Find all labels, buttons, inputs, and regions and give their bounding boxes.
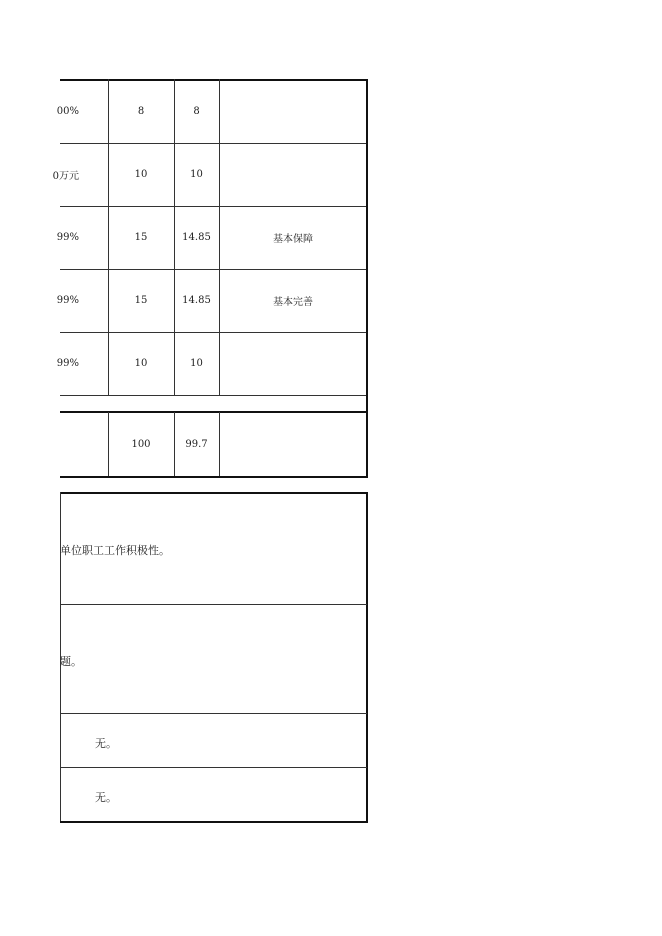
weight-value: 10 <box>134 358 148 369</box>
table-row <box>0 269 368 332</box>
weight-value: 15 <box>134 232 148 243</box>
notes-divider <box>60 767 367 768</box>
indicator-value: 99% <box>56 295 79 306</box>
remark-value <box>219 79 367 143</box>
col-divider <box>174 412 175 476</box>
weight-value: 8 <box>137 105 145 117</box>
score-value: 14.85 <box>182 232 211 243</box>
notes-section <box>60 492 367 823</box>
total-row <box>0 412 368 476</box>
score-value: 14.85 <box>182 295 211 306</box>
indicator-value: 99% <box>56 232 79 243</box>
row-divider <box>60 395 368 396</box>
total-score: 99.7 <box>185 438 208 450</box>
notes-bottom-border <box>60 821 368 823</box>
col-divider <box>219 412 220 476</box>
table-row <box>0 332 368 395</box>
table-row <box>0 143 368 206</box>
col-divider <box>108 412 109 476</box>
total-label <box>0 412 108 476</box>
score-value: 8 <box>193 105 200 117</box>
score-value: 10 <box>190 358 203 369</box>
table-right-border <box>366 79 368 478</box>
problem-text: 题。 <box>60 655 82 668</box>
notes-top-border <box>60 492 368 494</box>
note-item-text: 无。 <box>95 737 117 750</box>
notes-divider <box>60 713 367 714</box>
notes-right-border <box>366 492 368 823</box>
col-divider <box>108 79 109 395</box>
note-item-text: 无。 <box>95 791 117 804</box>
score-table <box>0 79 368 479</box>
score-value: 10 <box>190 169 203 180</box>
remark-value: 基本完善 <box>273 297 313 308</box>
effect-text: 单位职工工作积极性。 <box>60 544 170 557</box>
weight-value: 15 <box>134 295 148 306</box>
remark-value <box>219 143 367 206</box>
indicator-value: 00% <box>56 105 79 117</box>
table-row <box>0 206 368 269</box>
indicator-value: 0万元 <box>52 171 79 182</box>
total-weight: 100 <box>131 438 151 450</box>
weight-value: 10 <box>134 169 148 180</box>
col-divider <box>219 79 220 395</box>
table-row <box>0 79 368 143</box>
col-divider <box>174 79 175 395</box>
remark-value <box>219 332 367 395</box>
indicator-value: 99% <box>56 358 79 369</box>
total-remark <box>219 412 367 476</box>
table-bottom-border <box>60 476 368 478</box>
remark-value: 基本保障 <box>273 234 313 245</box>
notes-divider <box>60 604 367 605</box>
